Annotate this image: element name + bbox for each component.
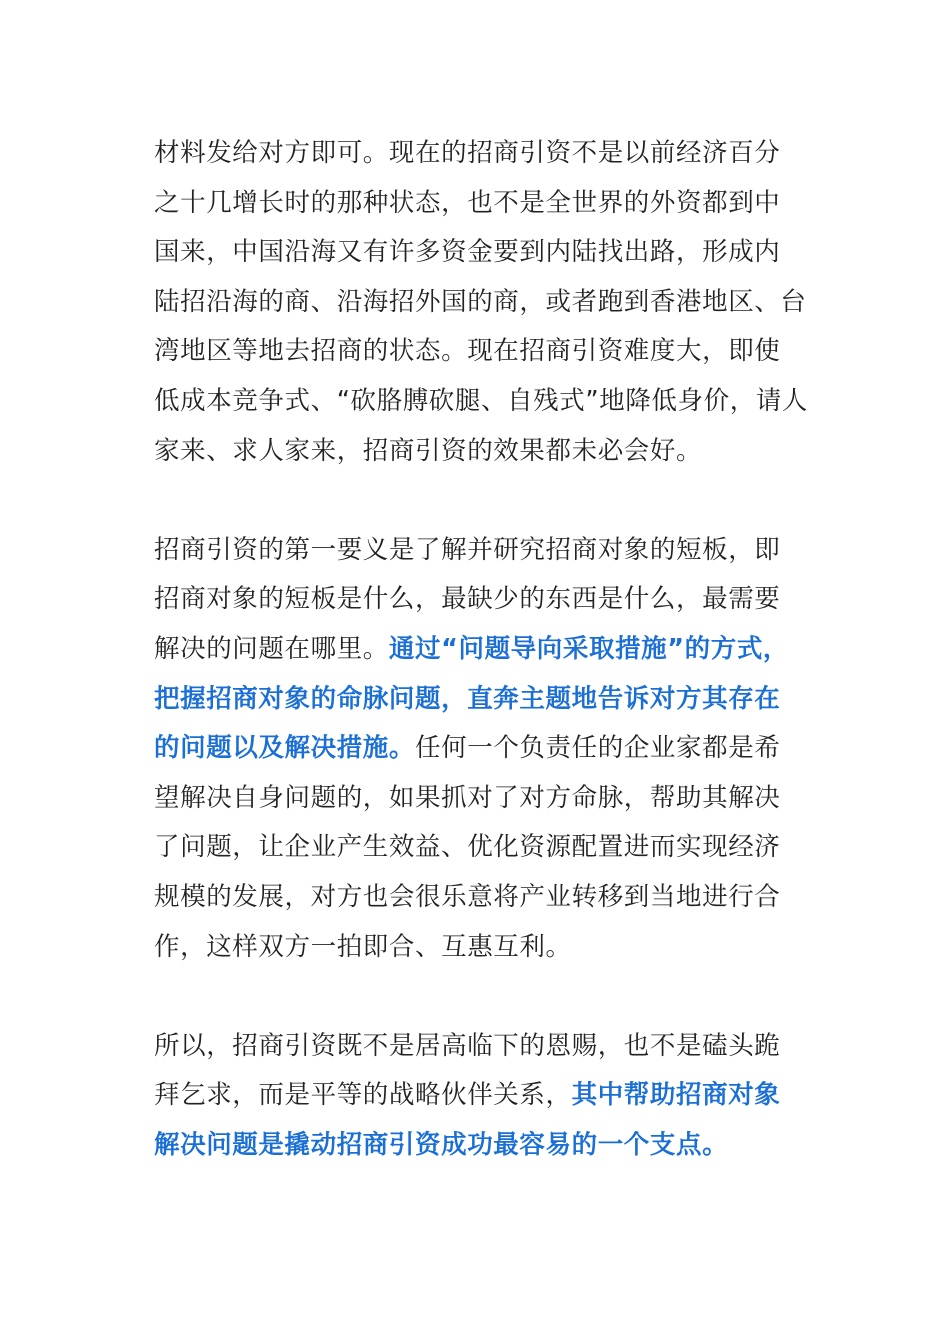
text-line: 之十几增长时的那种状态，也不是全世界的外资都到中 [154,187,781,218]
paragraph-1 [154,129,809,476]
paragraph-2 [154,526,799,972]
text-line: 望解决自身问题的，如果抓对了对方命脉，帮助其解决 [154,782,781,813]
text-line [154,724,799,774]
text-line [154,1071,799,1121]
text-line: 招商对象的短板是什么，最缺少的东西是什么，最需要 [154,584,781,615]
text-line: 作，这样双方一拍即合、互惠互利。 [154,931,572,962]
plain-text: 任何一个负责任的企业家都是希 [415,733,781,764]
text-line: 材料发给对方即可。现在的招商引资不是以前经济百分 [154,138,781,168]
highlighted-text: 其中帮助招商对象 [571,1080,781,1111]
text-line: 家来、求人家来，招商引资的效果都未必会好。 [154,435,703,466]
plain-text: 解决的问题在哪里。 [154,633,389,664]
highlighted-text: 的问题以及解决措施。 [154,733,416,764]
highlighted-text: 解决问题是撬动招商引资成功最容易的一个支点。 [154,1129,729,1160]
plain-text: 拜乞求，而是平等的战略伙伴关系， [154,1080,572,1111]
article-body [154,129,809,1170]
highlighted-text: 通过“问题导向采取措施”的方式， [388,633,790,664]
highlighted-text: 把握招商对象的命脉问题，直奔主题地告诉对方其存在 [154,683,781,714]
text-line: 陆招沿海的商、沿海招外国的商，或者跑到香港地区、台 [154,286,807,317]
text-line: 招商引资的第一要义是了解并研究招商对象的短板，即 [154,534,781,565]
text-line: 了问题，让企业产生效益、优化资源配置进而实现经济 [154,832,781,863]
text-line: 国来，中国沿海又有许多资金要到内陆找出路，形成内 [154,237,781,268]
text-line: 低成本竞争式、“砍胳膊砍腿、自残式”地降低身价，请人 [154,385,809,416]
text-line: 规模的发展，对方也会很乐意将产业转移到当地进行合 [154,881,781,912]
text-line: 所以，招商引资既不是居高临下的恩赐，也不是磕头跪 [154,1030,781,1061]
text-line [154,625,799,675]
paragraph-3 [154,1022,799,1171]
text-line: 湾地区等地去招商的状态。现在招商引资难度大，即使 [154,336,781,367]
